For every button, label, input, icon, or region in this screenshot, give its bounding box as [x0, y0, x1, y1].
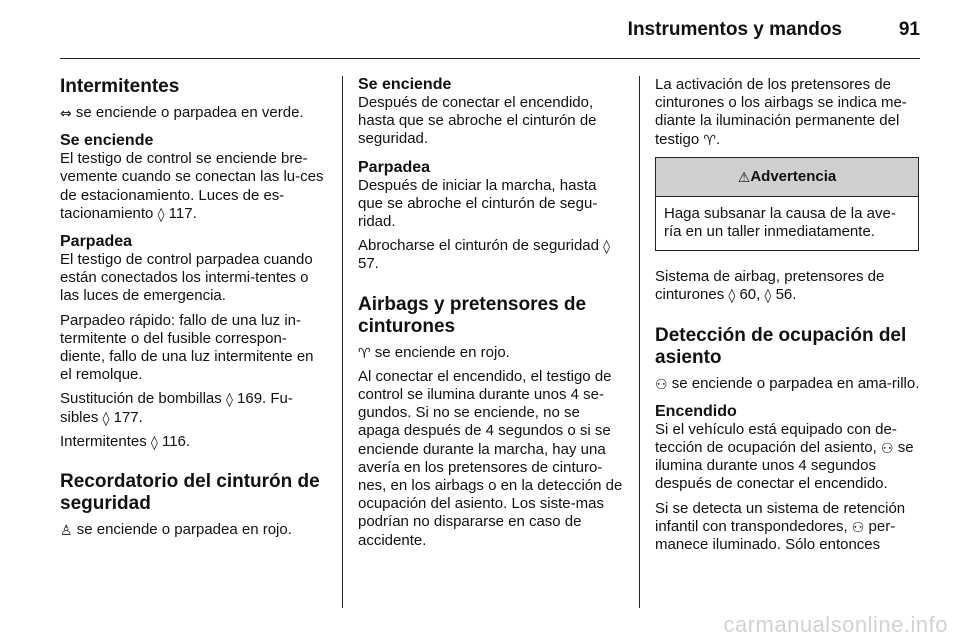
seat-occupancy-icon: ⚇ [881, 441, 894, 458]
page-number: 91 [898, 19, 920, 40]
heading-airbags: Airbags y pretensores de cinturones [358, 293, 587, 337]
reference-icon: ◊ [603, 239, 611, 256]
warning-icon: ⚠ [737, 169, 751, 186]
heading-parpadea: Parpadea [60, 233, 133, 251]
text: Si el vehículo está equipado con de-tección de ocupación del asiento, [655, 420, 897, 457]
header-rule [60, 58, 920, 59]
paragraph-intermitentes-ref [60, 433, 326, 451]
seatbelt-icon: ♙ [60, 523, 73, 540]
paragraph-activacion [655, 76, 921, 149]
text: Intermitentes [60, 432, 151, 450]
paragraph-sustitucion [60, 390, 326, 426]
paragraph-parpadeo-rapido: Parpadeo rápido: fallo de una luz in-termitente o del fusible correspon-diente, fallo de una luz intermitente en el remolque. [60, 311, 314, 384]
paragraph-encendido [655, 421, 921, 494]
warning-body: Haga subsanar la causa de la ave-ría en un taller inmediatamente. [664, 204, 896, 241]
paragraph-sistema [655, 268, 921, 304]
text: Sustitución de bombillas [60, 390, 226, 408]
heading-se-enciende: Se enciende [60, 132, 154, 150]
page-header [0, 0, 960, 60]
heading-encendido: Encendido [655, 402, 737, 420]
column-divider-2 [639, 76, 640, 608]
reference-icon: ◊ [225, 392, 233, 409]
column-3 [655, 76, 921, 554]
paragraph-recordatorio-status [60, 521, 326, 539]
paragraph-airbags-status [358, 344, 624, 362]
page-ref[interactable]: 60, [739, 286, 765, 304]
heading-parpadea-2: Parpadea [358, 158, 431, 176]
text: El testigo de control se enciende bre-vemente cuando se conectan las lu-ces de estacionamiento. Luces de es-tacionamiento [60, 150, 324, 222]
header-title: Instrumentos y mandos [627, 19, 842, 40]
text: Sistema de airbag, pretensores de cinturones [655, 268, 885, 304]
page-ref[interactable]: 56. [775, 286, 797, 304]
column-1 [60, 76, 326, 539]
heading-deteccion: Detección de ocupación del asiento [655, 324, 907, 368]
reference-icon: ◊ [157, 206, 165, 223]
seat-occupancy-icon: ⚇ [851, 519, 865, 536]
column-2 [358, 76, 624, 550]
paragraph-se-enciende [60, 150, 326, 223]
warning-header [656, 158, 918, 197]
warning-title: Advertencia [750, 167, 837, 185]
watermark: carmanualsonline.info [723, 612, 948, 637]
page-ref[interactable]: 57. [358, 255, 379, 273]
heading-recordatorio: Recordatorio del cinturón de seguridad [60, 471, 320, 515]
paragraph-retencion [655, 500, 921, 555]
text: se enciende o parpadea en rojo. [76, 521, 292, 539]
turn-signal-icon: ⇔ [60, 106, 72, 122]
paragraph-se-enciende-2: Después de conectar el encendido, hasta que se abroche el cinturón de seguridad. [358, 94, 597, 148]
reference-icon: ◊ [102, 410, 110, 427]
text: La activación de los pretensores de cinturones o los airbags se indica me-diante la iluminación permanente del testigo [655, 76, 907, 148]
warning-box [655, 157, 919, 251]
page-ref[interactable]: 177. [113, 408, 143, 426]
paragraph-parpadea: El testigo de control parpadea cuando están conectados los intermi-tentes o las luces de emergencia. [60, 251, 313, 305]
reference-icon: ◊ [150, 434, 158, 451]
heading-se-enciende-2: Se enciende [358, 76, 452, 93]
page-ref[interactable]: 169. Fu-sibles [60, 390, 293, 426]
text: . [715, 130, 721, 148]
paragraph-intermitentes-status [60, 104, 326, 122]
airbag-icon: ♈ [358, 345, 371, 362]
seat-occupancy-icon: ⚇ [655, 376, 668, 393]
column-divider-1 [342, 76, 343, 608]
paragraph-al-conectar: Al conectar el encendido, el testigo de control se ilumina durante unos 4 se-gundos. Si no se enciende, no se apaga después de 4 segundos o si se enciende durante la marcha, hay una avería en los pretensores de cinturo-nes, en los airbags o en la detección de ocupación del asiento. Los siste-mas podrían no dispararse en caso de accidente. [358, 367, 623, 549]
reference-icon: ◊ [728, 288, 736, 305]
paragraph-deteccion-status [655, 375, 921, 393]
text: Abrocharse el cinturón de seguridad [358, 237, 604, 255]
page-ref[interactable]: 117. [168, 204, 197, 222]
reference-icon: ◊ [764, 288, 772, 305]
text: se enciende o parpadea en ama-rillo. [671, 374, 920, 392]
airbag-icon: ♈ [703, 132, 716, 149]
text: se enciende o parpadea en verde. [75, 104, 304, 121]
text: per-manece iluminado. Sólo entonces [655, 517, 896, 554]
text: se enciende en rojo. [374, 343, 510, 361]
paragraph-parpadea-2: Después de iniciar la marcha, hasta que se abroche el cinturón de segu-ridad. [358, 176, 598, 231]
paragraph-abrocharse [358, 237, 624, 273]
page-ref[interactable]: 116. [161, 432, 191, 450]
text: Si se detecta un sistema de retención infantil con transpondedores, [655, 499, 906, 535]
heading-intermitentes: Intermitentes [60, 76, 180, 97]
text: se ilumina durante unos 4 segundos después de conectar el encendido. [655, 439, 914, 493]
